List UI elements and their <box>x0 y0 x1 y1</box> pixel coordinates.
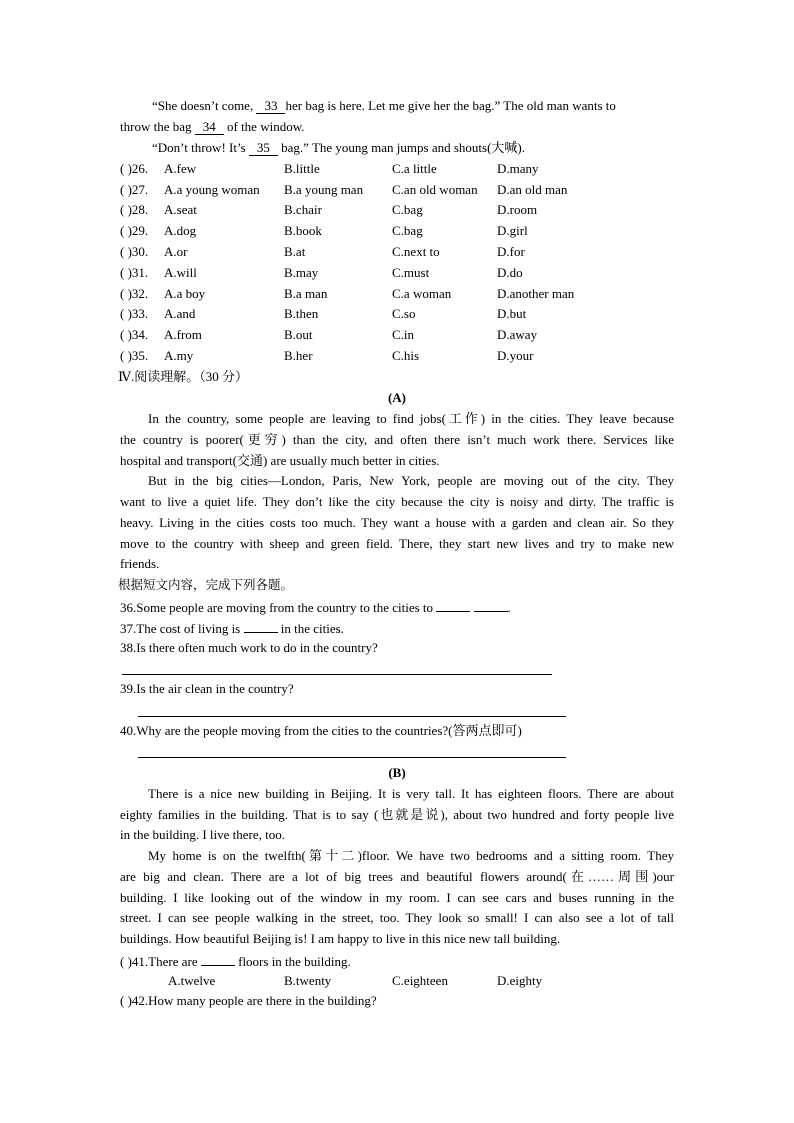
question-number: ( )34. <box>120 327 149 342</box>
option-c: C.an old woman <box>392 182 478 197</box>
question-number: ( )28. <box>120 202 149 217</box>
option-d: D.an old man <box>497 182 568 197</box>
question-number: ( )35. <box>120 348 149 363</box>
option-d: D.do <box>497 265 523 280</box>
passage-b-line: building. I like looking out of the window in my room. I can see cars and buses running in the <box>120 890 674 905</box>
question-text: in the cities. <box>280 621 344 636</box>
choice-row <box>120 223 680 239</box>
answer-blank[interactable] <box>201 952 235 966</box>
passage-b-title: (B) <box>388 765 406 780</box>
passage-b-line: street. I can see people walking in the street, too. They look so small! I can also see a lot of tall <box>120 910 674 925</box>
option-d: D.away <box>497 327 538 342</box>
option-b: B.twenty <box>284 973 332 988</box>
option-a: A.from <box>164 327 202 342</box>
blank-35: 35 <box>249 140 278 156</box>
option-a: A.seat <box>164 202 197 217</box>
question-40: 40.Why are the people moving from the cities to the countries?(答两点即可) <box>120 723 522 738</box>
blank-34: 34 <box>195 119 224 135</box>
question-number: ( )29. <box>120 223 149 238</box>
option-a: A.will <box>164 265 197 280</box>
choice-row <box>120 182 680 198</box>
question-38: 38.Is there often much work to do in the country? <box>120 640 378 655</box>
question-text: 36.Some people are moving from the country to the cities to <box>120 600 434 615</box>
answer-blank[interactable] <box>244 619 278 633</box>
option-c: C.eighteen <box>392 973 448 988</box>
option-a: A.dog <box>164 223 197 238</box>
option-c: C.must <box>392 265 430 280</box>
choice-row <box>120 161 680 177</box>
text: her bag is here. Let me give her the bag.” The old man wants to <box>285 98 616 113</box>
option-c: C.bag <box>392 202 423 217</box>
question-text: 37.The cost of living is <box>120 621 241 636</box>
choice-row <box>120 286 680 302</box>
text: “Don’t throw! It’s <box>152 140 246 155</box>
option-b: B.at <box>284 244 306 259</box>
question-text: floors in the building. <box>238 954 351 969</box>
option-c: C.bag <box>392 223 423 238</box>
option-b: B.book <box>284 223 322 238</box>
question-number: ( )32. <box>120 286 149 301</box>
text: bag.” The young man jumps and shouts(大喊). <box>281 140 525 155</box>
choice-row <box>120 327 680 343</box>
option-d: D.many <box>497 161 539 176</box>
instruction: 根据短文内容，完成下列各题。 <box>118 577 294 592</box>
passage-b-line: There is a nice new building in Beijing. It is very tall. It has eighteen floors. There are about <box>148 786 674 801</box>
choice-row <box>120 348 680 364</box>
option-d: D.another man <box>497 286 575 301</box>
option-b: B.a man <box>284 286 328 301</box>
answer-line[interactable] <box>138 757 566 758</box>
answer-blank[interactable] <box>474 598 508 612</box>
question-number: ( )27. <box>120 182 149 197</box>
option-d: D.your <box>497 348 534 363</box>
option-d: D.for <box>497 244 525 259</box>
option-a: A.and <box>164 306 196 321</box>
option-c: C.a little <box>392 161 437 176</box>
question-number: ( )41. <box>120 954 149 969</box>
option-b: B.may <box>284 265 319 280</box>
option-b: B.her <box>284 348 313 363</box>
option-c: C.his <box>392 348 420 363</box>
option-d: D.but <box>497 306 527 321</box>
passage-a-title: (A) <box>387 390 407 405</box>
passage-a-line: hospital and transport(交通) are usually much better in cities. <box>120 453 440 468</box>
passage-b-line: My home is on the twelfth(第十二)floor. We have two bedrooms and a sitting room. They <box>148 848 674 863</box>
option-c: C.next to <box>392 244 440 259</box>
option-b: B.then <box>284 306 319 321</box>
question-41 <box>120 952 351 970</box>
option-a: A.a boy <box>164 286 206 301</box>
option-a: A.few <box>164 161 197 176</box>
passage-a-line: want to live a quiet life. They don’t like the city because the city is noisy and dirty. The traffic is <box>120 494 674 509</box>
passage-a-line: move to the country with sheep and green field. There, they start new lives and try to make new <box>120 536 674 551</box>
question-36: 36.Some people are moving from the country to the cities to . <box>120 600 511 615</box>
option-c: C.in <box>392 327 415 342</box>
option-b: B.little <box>284 161 320 176</box>
question-39: 39.Is the air clean in the country? <box>120 681 294 696</box>
passage-b-line: buildings. How beautiful Beijing is! I am happy to live in this nice new tall building. <box>120 931 561 946</box>
section-heading: Ⅳ.阅读理解。（30 分） <box>118 369 248 384</box>
option-c: C.so <box>392 306 416 321</box>
passage-a-line: heavy. Living in the cities costs too much. They want a house with a garden and clean air. So they <box>120 515 674 530</box>
passage-b-line: eighty families in the building. That is to say (也就是说), about two hundred and forty people live <box>120 807 674 822</box>
dialogue-line-2 <box>120 119 305 135</box>
text: throw the bag <box>120 119 192 134</box>
question-number: ( )31. <box>120 265 149 280</box>
choice-row <box>120 202 680 218</box>
answer-blank[interactable] <box>436 598 470 612</box>
option-d: D.eighty <box>497 973 543 988</box>
question-number: ( )30. <box>120 244 149 259</box>
question-42: ( )42.How many people are there in the building? <box>120 993 377 1008</box>
passage-a-line: friends. <box>120 556 160 571</box>
choice-row <box>120 306 680 322</box>
text: “She doesn’t come, <box>152 98 254 113</box>
option-b: B.out <box>284 327 313 342</box>
question-number: ( )33. <box>120 306 149 321</box>
option-d: D.room <box>497 202 538 217</box>
option-d: D.girl <box>497 223 528 238</box>
option-b: B.a young man <box>284 182 364 197</box>
option-a: A.or <box>164 244 188 259</box>
option-c: C.a woman <box>392 286 452 301</box>
passage-b-line: are big and clean. There are a lot of big trees and beautiful flowers around(在……周围)our <box>120 869 674 884</box>
blank-33: 33 <box>256 98 285 114</box>
passage-a-line: the country is poorer(更穷) than the city, and often there isn’t much work there. Services like <box>120 432 674 447</box>
option-a: A.twelve <box>168 973 216 988</box>
option-a: A.my <box>164 348 194 363</box>
question-number: ( )26. <box>120 161 149 176</box>
option-b: B.chair <box>284 202 322 217</box>
question-text: There are <box>148 954 198 969</box>
choice-row <box>120 244 680 260</box>
choice-row <box>120 265 680 281</box>
option-a: A.a young woman <box>164 182 260 197</box>
passage-a-line: But in the big cities—London, Paris, New York, people are moving out of the city. They <box>148 473 674 488</box>
text: of the window. <box>226 119 305 134</box>
passage-a-line: In the country, some people are leaving to find jobs(工作) in the cities. They leave because <box>148 411 674 426</box>
passage-b-line: in the building. I live there, too. <box>120 827 285 842</box>
dialogue-line-3 <box>152 140 525 156</box>
question-41-options <box>120 973 680 989</box>
question-37 <box>120 619 344 637</box>
answer-line[interactable] <box>138 716 566 717</box>
answer-line[interactable] <box>122 674 552 675</box>
dialogue-line-1 <box>152 98 616 114</box>
